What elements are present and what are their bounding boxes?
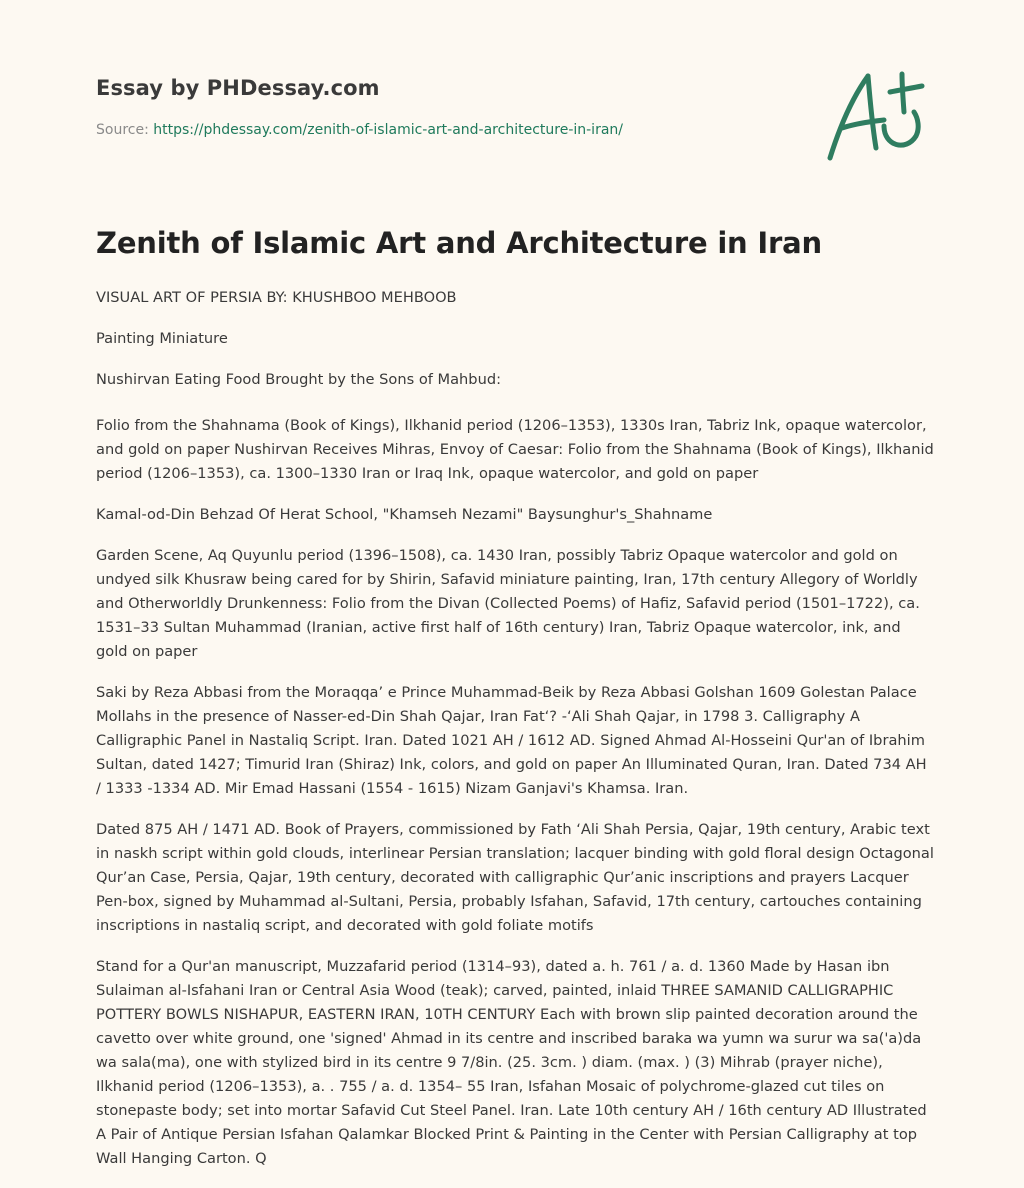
- paragraph: Stand for a Qur'an manuscript, Muzzafarid period (1314–93), dated a. h. 761 / a. d. 1360 Made by Hasan ibn Sulaiman al-Isfahani Iran or Central Asia Wood (teak); carved, painted, inlaid THREE SAMANID CALLIGRAPHIC POTTERY BOWLS NISHAPUR, EASTERN IRAN, 10TH CENTURY Each with brown slip painted decoration around the cavetto over white ground, one 'signed' Ahmad in its centre and inscribed baraka wa yumn wa surur wa sa('a)da wa sala(ma), one with stylized bird in its centre 9 7/8in. (25. 3cm. ) diam. (max. ) (3) Mihrab (prayer niche), Ilkhanid period (1206–1353), a. . 755 / a. d. 1354– 55 Iran, Isfahan Mosaic of polychrome-glazed cut tiles on stonepaste body; set into mortar Safavid Cut Steel Panel. Iran. Late 10th century AH / 16th century AD Illustrated A Pair of Antique Persian Isfahan Qalamkar Blocked Print & Painting in the Center with Persian Calligraphy at top Wall Hanging Carton. Q: [96, 958, 927, 1167]
- a-plus-logo-icon: [822, 66, 930, 166]
- brand-title: Essay by PHDessay.com: [96, 76, 380, 100]
- paragraph: Folio from the Shahnama (Book of Kings), Ilkhanid period (1206–1353), 1330s Iran, Tabriz Ink, opaque watercolor, and gold on paper Nushirvan Receives Mihras, Envoy of Caesar: Folio from the Shahnama (Book of Kings), Ilkhanid period (1206–1353), ca. 1300–1330 Iran or Iraq Ink, opaque watercolor, and gold on paper: [96, 417, 934, 482]
- paragraph: Painting Miniature: [96, 330, 228, 347]
- paragraph: Saki by Reza Abbasi from the Moraqqa’ e Prince Muhammad-Beik by Reza Abbasi Golshan 1609 Golestan Palace Mollahs in the presence of Nasser-ed-Din Shah Qajar, Iran Fat‘? -‘Ali Shah Qajar, in 1798 3. Calligraphy A Calligraphic Panel in Nastaliq Script. Iran. Dated 1021 AH / 1612 AD. Signed Ahmad Al-Hosseini Qur'an of Ibrahim Sultan, dated 1427; Timurid Iran (Shiraz) Ink, colors, and gold on paper An Illuminated Quran, Iran. Dated 734 AH / 1333 -1334 AD. Mir Emad Hassani (1554 - 1615) Nizam Ganjavi's Khamsa. Iran.: [96, 684, 927, 797]
- paragraph: VISUAL ART OF PERSIA BY: KHUSHBOO MEHBOOB: [96, 289, 457, 306]
- source-label: Source:: [96, 122, 149, 138]
- source-link[interactable]: https://phdessay.com/zenith-of-islamic-art-and-architecture-in-iran/: [153, 122, 623, 138]
- essay-body: [96, 286, 936, 1188]
- essay-header: [96, 76, 796, 138]
- paragraph: Dated 875 AH / 1471 AD. Book of Prayers, commissioned by Fath ‘Ali Shah Persia, Qajar, 19th century, Arabic text in naskh script within gold clouds, interlinear Persian translation; lacquer binding with gold floral design Octagonal Qur’an Case, Persia, Qajar, 19th century, decorated with calligraphic Qur’anic inscriptions and prayers Lacquer Pen-box, signed by Muhammad al-Sultani, Persia, probably Isfahan, Safavid, 17th century, cartouches containing inscriptions in nastaliq script, and decorated with gold foliate motifs: [96, 821, 934, 934]
- paragraph: Kamal-od-Din Behzad Of Herat School, "Khamseh Nezami" Baysunghur's_Shahname: [96, 506, 713, 523]
- paragraph: Nushirvan Eating Food Brought by the Sons of Mahbud:: [96, 371, 502, 388]
- source-line: [96, 122, 796, 138]
- paragraph: Garden Scene, Aq Quyunlu period (1396–1508), ca. 1430 Iran, possibly Tabriz Opaque watercolor and gold on undyed silk Khusraw being cared for by Shirin, Safavid miniature painting, Iran, 17th century Allegory of Worldly and Otherworldly Drunkenness: Folio from the Divan (Collected Poems) of Hafiz, Safavid period (1501–1722), ca. 1531–33 Sultan Muhammad (Iranian, active first half of 16th century) Iran, Tabriz Opaque watercolor, ink, and gold on paper: [96, 547, 920, 660]
- page-title: Zenith of Islamic Art and Architecture in Iran: [96, 226, 822, 260]
